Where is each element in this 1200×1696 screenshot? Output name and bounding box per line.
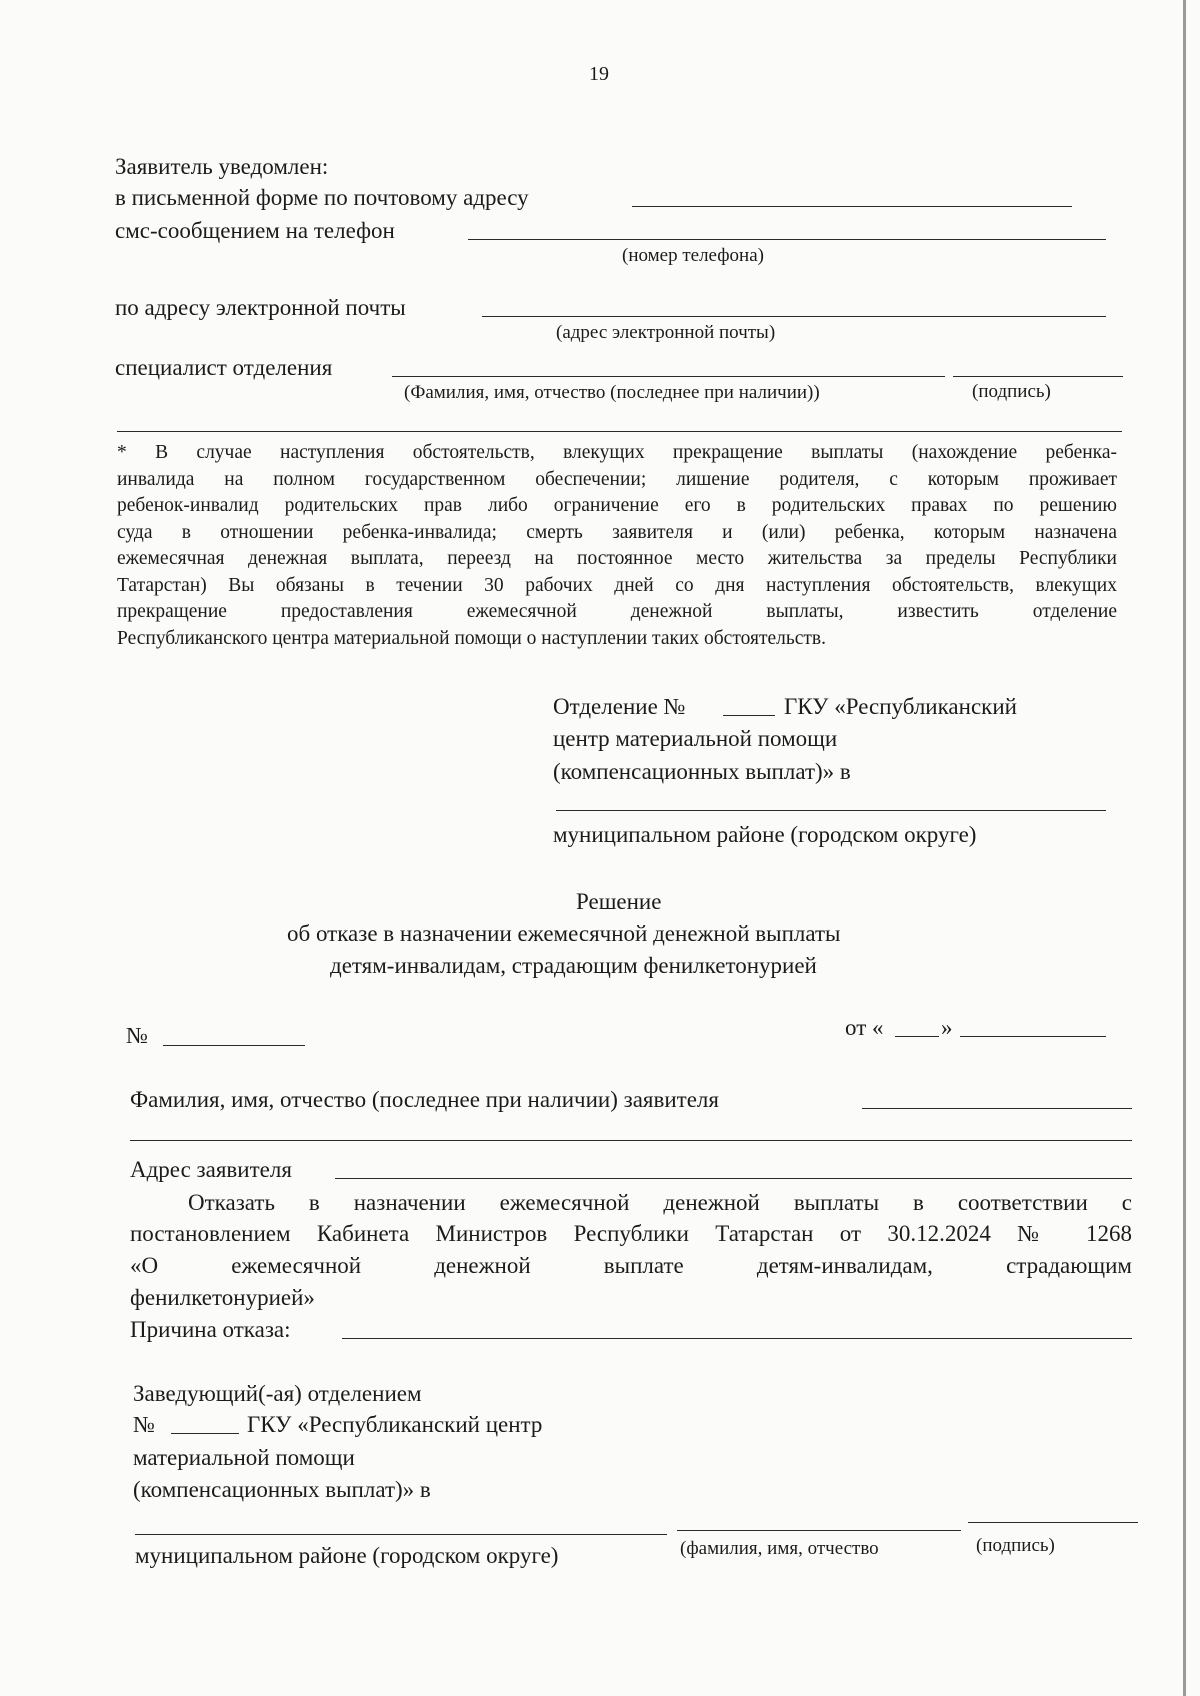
specialist-signature-field[interactable] [953,376,1123,377]
footnote-line: инвалида на полном государственном обеспечении; лишение родителя, с которым проживает [117,468,1117,490]
addressee-line-2: центр материальной помощи [553,726,838,751]
footnote-line: * В случае наступления обстоятельств, влекущих прекращение выплаты (нахождение ребенка- [117,442,1117,463]
decision-month-year-field[interactable] [960,1036,1106,1037]
head-number-suffix: ГКУ «Республиканский центр [247,1412,543,1437]
addressee-line-4: муниципальном районе (городском округе) [553,822,977,847]
decision-body-line: Отказать в назначении ежемесячной денежной выплаты в соответствии с [188,1190,1132,1215]
department-number-field[interactable] [723,715,775,716]
specialist-label: специалист отделения [115,355,333,380]
footnote-line: ежемесячная денежная выплата, переезд на постоянное место жительства за пределы Республики [117,548,1117,569]
email-field-caption: (адрес электронной почты) [556,322,776,343]
applicant-address-field[interactable] [335,1178,1132,1179]
head-department-number-field[interactable] [171,1433,239,1434]
footnote-divider [117,431,1122,432]
decision-subtitle-2: детям-инвалидам, страдающим фенилкетонурией [330,953,817,978]
notification-heading: Заявитель уведомлен: [115,154,329,179]
addressee-district-field[interactable] [556,810,1106,811]
phone-field-caption: (номер телефона) [622,245,764,266]
specialist-fio-field[interactable] [392,376,945,377]
decision-day-field[interactable] [895,1036,939,1037]
head-fio-field[interactable] [677,1530,961,1531]
applicant-address-label: Адрес заявителя [130,1157,292,1182]
email-address-field[interactable] [482,316,1106,317]
scan-edge-shadow [1183,0,1186,1696]
page-number: 19 [589,63,609,85]
refusal-reason-label: Причина отказа: [130,1317,291,1342]
footnote-line: суда в отношении ребенка-инвалида; смерть заявителя и (или) ребенка, которым назначена [117,521,1117,543]
head-line-1: Заведующий(-ая) отделением [133,1381,422,1406]
head-signature-field[interactable] [968,1522,1138,1523]
head-line-3: материальной помощи [133,1445,355,1470]
head-line-4: (компенсационных выплат)» в [133,1477,431,1502]
mail-address-field[interactable] [632,206,1072,207]
decision-number-label: № [126,1023,148,1048]
footnote-line: Татарстан) Вы обязаны в течении 30 рабочих дней со дня наступления обстоятельств, влекущих [117,574,1117,596]
head-signature-caption: (подпись) [976,1535,1055,1556]
applicant-fio-label: Фамилия, имя, отчество (последнее при наличии) заявителя [130,1087,719,1112]
notify-by-email-label: по адресу электронной почты [115,295,406,320]
decision-body-line: постановлением Кабинета Министров Республики Татарстан от 30.12.2024 № 1268 [130,1221,1132,1246]
head-line-5: муниципальном районе (городском округе) [135,1543,559,1568]
addressee-department-suffix: ГКУ «Республиканский [784,694,1017,719]
head-district-field[interactable] [135,1534,667,1535]
head-fio-caption: (фамилия, имя, отчество [680,1538,879,1559]
decision-title: Решение [576,889,662,914]
footnote-text [117,440,1117,652]
refusal-reason-field[interactable] [342,1338,1132,1339]
decision-date-label: от « [845,1015,884,1040]
head-number-prefix: № [133,1412,155,1437]
decision-body-line: фенилкетонурией» [130,1285,315,1310]
addressee-line-3: (компенсационных выплат)» в [553,759,851,784]
footnote-line: ребенок-инвалид родительских прав либо ограничение его в родительских правах по решению [117,495,1117,516]
addressee-department-prefix: Отделение № [553,694,686,719]
footnote-line: прекращение предоставления ежемесячной денежной выплаты, известить отделение [117,601,1117,622]
notify-by-mail-label: в письменной форме по почтовому адресу [115,185,529,210]
phone-number-field[interactable] [468,239,1106,240]
decision-body-line: «О ежемесячной денежной выплате детям-инвалидам, страдающим [130,1253,1132,1278]
decision-subtitle-1: об отказе в назначении ежемесячной денежной выплаты [287,921,841,946]
decision-number-field[interactable] [163,1045,305,1046]
specialist-fio-caption: (Фамилия, имя, отчество (последнее при наличии)) [404,382,820,403]
footnote-line: Республиканского центра материальной помощи о наступлении таких обстоятельств. [117,627,827,649]
notify-by-sms-label: смс-сообщением на телефон [115,218,395,243]
applicant-fio-field-continued[interactable] [130,1140,1132,1141]
specialist-signature-caption: (подпись) [972,381,1051,402]
applicant-fio-field[interactable] [862,1108,1132,1109]
decision-date-quote: » [941,1015,953,1040]
